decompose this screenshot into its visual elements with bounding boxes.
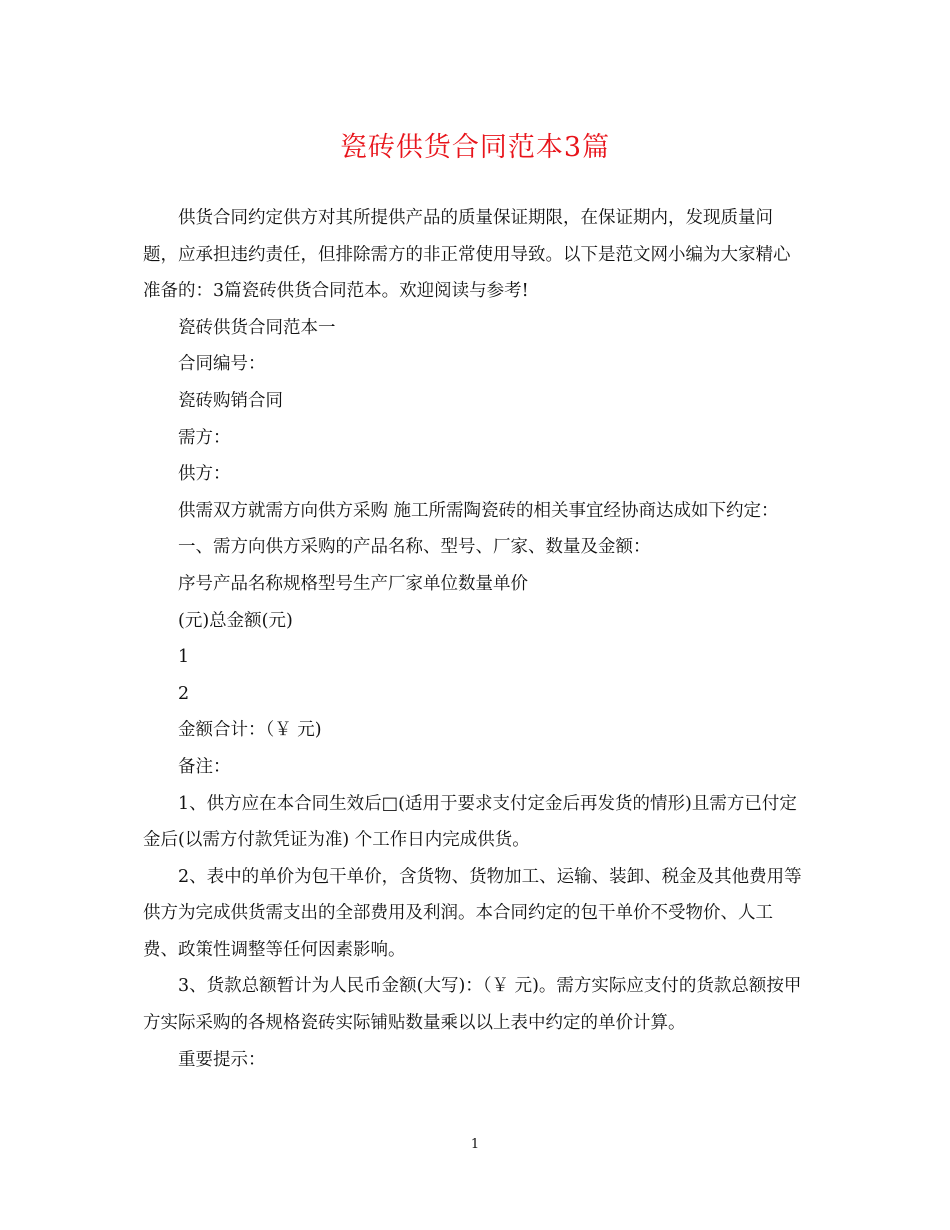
document-title: 瓷砖供货合同范本3篇 — [339, 132, 611, 163]
contract-name-line: 瓷砖购销合同 — [178, 390, 283, 411]
table-row-2: 2 — [178, 683, 190, 704]
table-row-1: 1 — [178, 647, 190, 668]
remarks-heading: 备注： — [178, 756, 231, 777]
buyer-line: 需方： — [178, 427, 231, 448]
clause-one-heading: 一、需方向供方采购的产品名称、型号、厂家、数量及金额： — [178, 537, 651, 558]
document-body — [143, 200, 805, 1078]
table-header-line-cont: (元)总金额(元) — [178, 610, 293, 631]
page-number: 1 — [470, 1137, 480, 1152]
remark-3: 3、货款总额暂计为人民币金额(大写)：（￥ 元)。需方实际应支付的货款总额按甲方实际采购的各规格瓷砖实际铺贴数量乘以以上表中约定的单价计算。 — [143, 976, 802, 1034]
supplier-line: 供方： — [178, 464, 231, 485]
intro-paragraph: 供货合同约定供方对其所提供产品的质量保证期限，在保证期内，发现质量问题，应承担违约责任，但排除需方的非正常使用导致。以下是范文网小编为大家精心准备的：3篇瓷砖供货合同范本。欢迎阅读与参考! — [143, 208, 791, 302]
section-heading: 瓷砖供货合同范本一 — [178, 317, 336, 338]
remark-1: 1、供方应在本合同生效后□(适用于要求支付定金后再发货的情形)且需方已付定金后(以需方付款凭证为准) 个工作日内完成供货。 — [143, 793, 797, 851]
amount-total-line: 金额合计：（￥ 元) — [178, 720, 322, 741]
important-notice-heading: 重要提示： — [178, 1049, 266, 1070]
agreement-paragraph: 供需双方就需方向供方采购 施工所需陶瓷砖的相关事宜经协商达成如下约定： — [178, 500, 779, 521]
table-header-line: 序号产品名称规格型号生产厂家单位数量单价 — [178, 573, 528, 594]
remark-2: 2、表中的单价为包干单价，含货物、货物加工、运输、装卸、税金及其他费用等供方为完成供货需支出的全部费用及利润。本合同约定的包干单价不受物价、人工费、政策性调整等任何因素影响。 — [143, 866, 802, 960]
contract-number-line: 合同编号： — [178, 354, 266, 375]
